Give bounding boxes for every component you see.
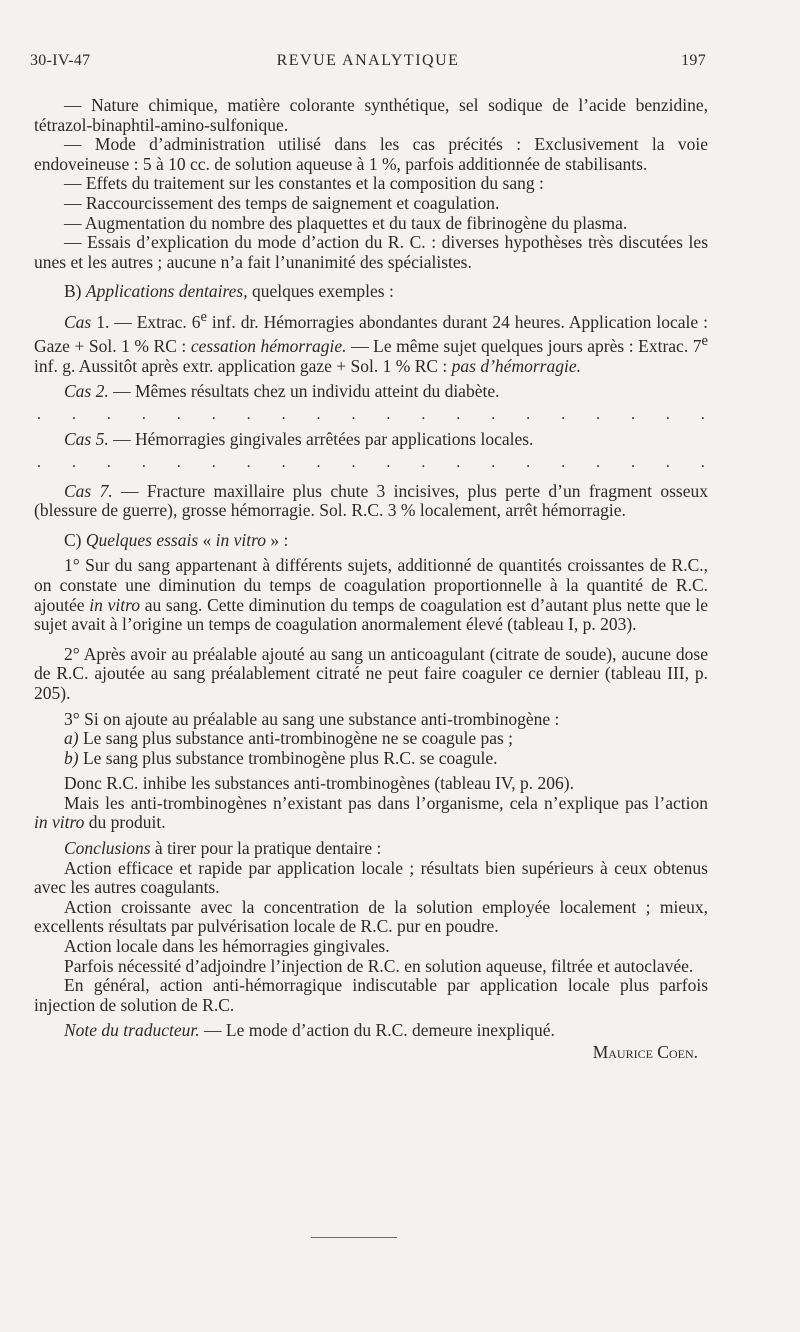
section-b-heading: B) Applications dentaires, quelques exemples : <box>64 281 394 302</box>
conclusion-3: Action locale dans les hémorragies gingivales. <box>64 936 390 957</box>
end-rule <box>311 1237 397 1238</box>
case-2: Cas 2. — Mêmes résultats chez un individu atteint du diabète. <box>64 381 500 402</box>
paragraph-donc: Donc R.C. inhibe les substances anti-trombinogènes (tableau IV, p. 206). <box>64 773 574 794</box>
section-c-heading: C) Quelques essais « in vitro » : <box>64 529 289 550</box>
experiment-3b: b) Le sang plus substance trombinogène plus R.C. se coagule. <box>64 747 498 768</box>
conclusion-4: Parfois nécessité d’adjoindre l’injection de R.C. en solution aqueuse, filtrée et autoclavée. <box>64 955 694 976</box>
paragraph-administration: — Mode d’administration utilisé dans les cas précités : Exclusivement la voie endoveineuse : 5 à 10 cc. de solution aqueuse à 1 %, parfois additionnée de stabilisants. <box>34 134 708 174</box>
translator-note: Note du traducteur. — Le mode d’action du R.C. demeure inexpliqué. <box>64 1020 555 1041</box>
paragraph-effects: — Effets du traitement sur les constantes et la composition du sang : <box>64 173 544 194</box>
case-7: Cas 7. — Fracture maxillaire plus chute 3 incisives, plus perte d’un fragment osseux (blessure de guerre), grosse hémorragie. Sol. R.C. 3 % localement, arrêt hémorragie. <box>34 480 708 521</box>
experiment-3: 3° Si on ajoute au préalable au sang une substance anti-trombinogène : <box>64 708 560 729</box>
conclusion-2: Action croissante avec la concentration de la solution employée localement ; mieux, excellents résultats par pulvérisation locale de R.C. pur en poudre. <box>34 896 708 937</box>
conclusions-heading: Conclusions à tirer pour la pratique dentaire : <box>64 838 382 859</box>
conclusion-5: En général, action anti-hémorragique indiscutable par application locale plus parfois injection de solution de R.C. <box>34 975 708 1015</box>
page-number: 197 <box>681 52 706 69</box>
case-5: Cas 5. — Hémorragies gingivales arrêtées par applications locales. <box>64 428 534 449</box>
header-title: REVUE ANALYTIQUE <box>276 52 460 69</box>
paragraph-nature: — Nature chimique, matière colorante synthétique, sel sodique de l’acide benzidine, tétrazol-binaphtil-amino-sulfonique. <box>34 95 708 135</box>
header-date: 30-IV-47 <box>30 52 91 69</box>
experiment-3a: a) Le sang plus substance anti-trombinogène ne se coagule pas ; <box>64 728 514 749</box>
conclusion-1: Action efficace et rapide par application locale ; résultats bien supérieurs à ceux obtenus avec les autres coagulants. <box>34 857 708 898</box>
experiment-1: 1° Sur du sang appartenant à différents sujets, additionné de quantités croissantes de R.C., on constate une diminution du temps de coagulation proportionnelle à la quantité de R.C. ajoutée in vitro au sang. Cette diminution du temps de coagulation est d’autant plus nette que le sujet avait à l’origine un temps de coagulation anormalement élevé (tableau I, p. 203). <box>34 555 709 635</box>
case-1: Cas 1. — Extrac. 6e inf. dr. Hémorragies abondantes durant 24 heures. Application locale : Gaze + Sol. 1 % RC : cessation hémorragie. — Le même sujet quelques jours après : Extrac. 7e inf. g. Aussitôt après extr. application gaze + Sol. 1 % RC : pas d’hémorragie. <box>34 308 708 376</box>
experiment-2: 2° Après avoir au préalable ajouté au sang un anticoagulant (citrate de soude), aucune dose de R.C. ajoutée au sang préalablement citraté ne peut faire coaguler ce dernier (tableau III, p. 205). <box>34 643 708 703</box>
ellipsis-row: . . . . . . . . . . . . . . . . . . . . <box>37 405 705 423</box>
paragraph-increase: — Augmentation du nombre des plaquettes et du taux de fibrinogène du plasma. <box>64 212 628 233</box>
running-header <box>30 52 706 74</box>
paragraph-hypotheses: — Essais d’explication du mode d’action du R. C. : diverses hypothèses très discutées les unes et les autres ; aucune n’a fait l’unanimité des spécialistes. <box>34 232 708 272</box>
author-signature: Maurice Coen. <box>592 1042 698 1062</box>
paragraph-shortening: — Raccourcissement des temps de saignement et coagulation. <box>64 192 500 213</box>
ellipsis-row: . . . . . . . . . . . . . . . . . . . . <box>37 453 705 471</box>
paragraph-mais: Mais les anti-trombinogènes n’existant pas dans l’organisme, cela n’explique pas l’action in vitro du produit. <box>34 792 708 833</box>
article-body <box>34 96 708 1063</box>
